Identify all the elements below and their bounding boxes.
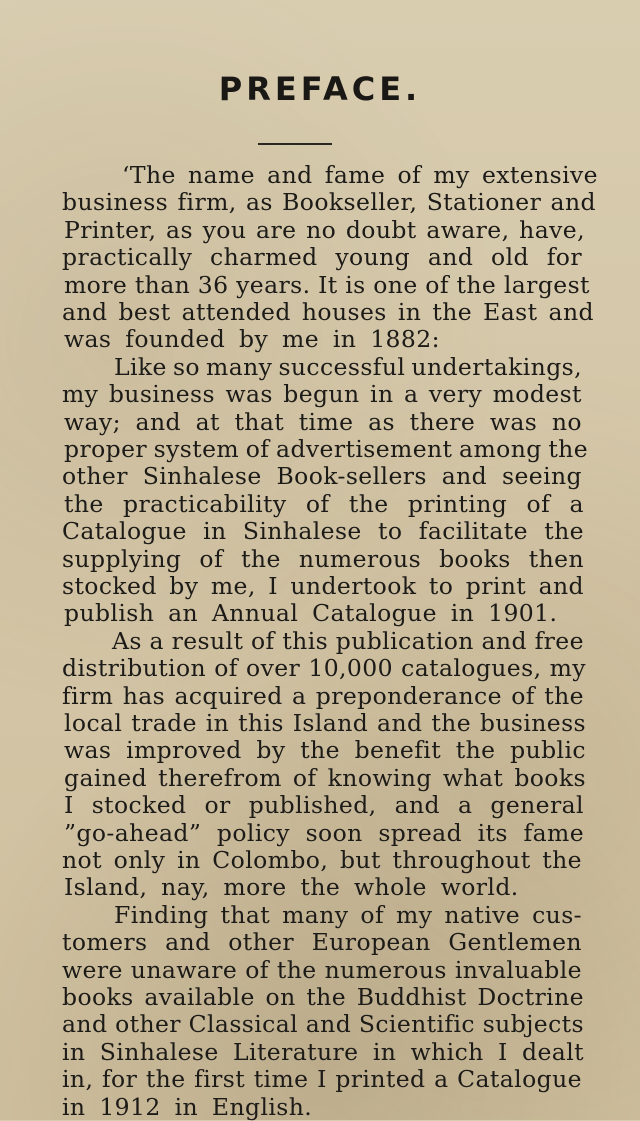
text-line: ‘The name and fame of my extensive xyxy=(122,161,598,189)
text-line: business firm, as Bookseller, Stationer and xyxy=(62,188,596,217)
text-line: was improved by the benefit the public xyxy=(64,736,586,765)
text-line: publish an Annual Catalogue in 1901. xyxy=(64,599,558,628)
text-line: proper system of advertisement among the xyxy=(64,435,588,463)
text-line: gained therefrom of knowing what books xyxy=(64,763,586,792)
text-line: Printer, as you are no doubt aware, have, xyxy=(64,215,585,244)
text-line: was founded by me in 1882: xyxy=(64,325,440,354)
text-line: and best attended houses in the East and xyxy=(62,298,594,326)
text-line: stocked by me, I undertook to print and xyxy=(62,572,584,600)
text-line: local trade in this Island and the business xyxy=(64,709,586,737)
text-line: supplying of the numerous books then xyxy=(62,544,584,573)
text-line: my business was begun in a very modest xyxy=(62,380,582,409)
title-rule xyxy=(258,143,332,145)
text-line: firm has acquired a preponderance of the xyxy=(62,681,584,710)
text-line: Island, nay, more the whole world. xyxy=(64,873,519,902)
text-line: and other Classical and Scientific subjects xyxy=(62,1010,584,1039)
text-line: more than 36 years. It is one of the largest xyxy=(64,270,590,299)
text-line: tomers and other European Gentlemen xyxy=(62,928,582,957)
text-line: were unaware of the numerous invaluable xyxy=(62,955,582,984)
text-line: in, for the first time I printed a Catalogue xyxy=(62,1065,582,1094)
text-line: practically charmed young and old for xyxy=(62,243,582,272)
text-line: ”go-ahead” policy soon spread its fame xyxy=(64,818,584,847)
text-line: I stocked or published, and a general xyxy=(64,791,584,820)
text-line: other Sinhalese Book-sellers and seeing xyxy=(62,462,582,491)
text-line: in 1912 in English. xyxy=(62,1092,313,1121)
text-line: the practicability of the printing of a xyxy=(64,489,584,518)
text-line: not only in Colombo, but throughout the xyxy=(62,846,582,874)
text-line: Finding that many of my native cus- xyxy=(114,900,582,929)
text-line: Catalogue in Sinhalese to facilitate the xyxy=(62,517,584,546)
text-line: As a result of this publication and free xyxy=(112,626,584,655)
text-line: books available on the Buddhist Doctrine xyxy=(62,983,584,1011)
text-line: distribution of over 10,000 catalogues, my xyxy=(62,654,586,683)
page-title: PREFACE. xyxy=(218,70,422,108)
text-line: way; and at that time as there was no xyxy=(64,407,582,436)
text-line: Like so many successful undertakings, xyxy=(114,352,582,381)
text-line: in Sinhalese Literature in which I dealt xyxy=(62,1037,584,1066)
